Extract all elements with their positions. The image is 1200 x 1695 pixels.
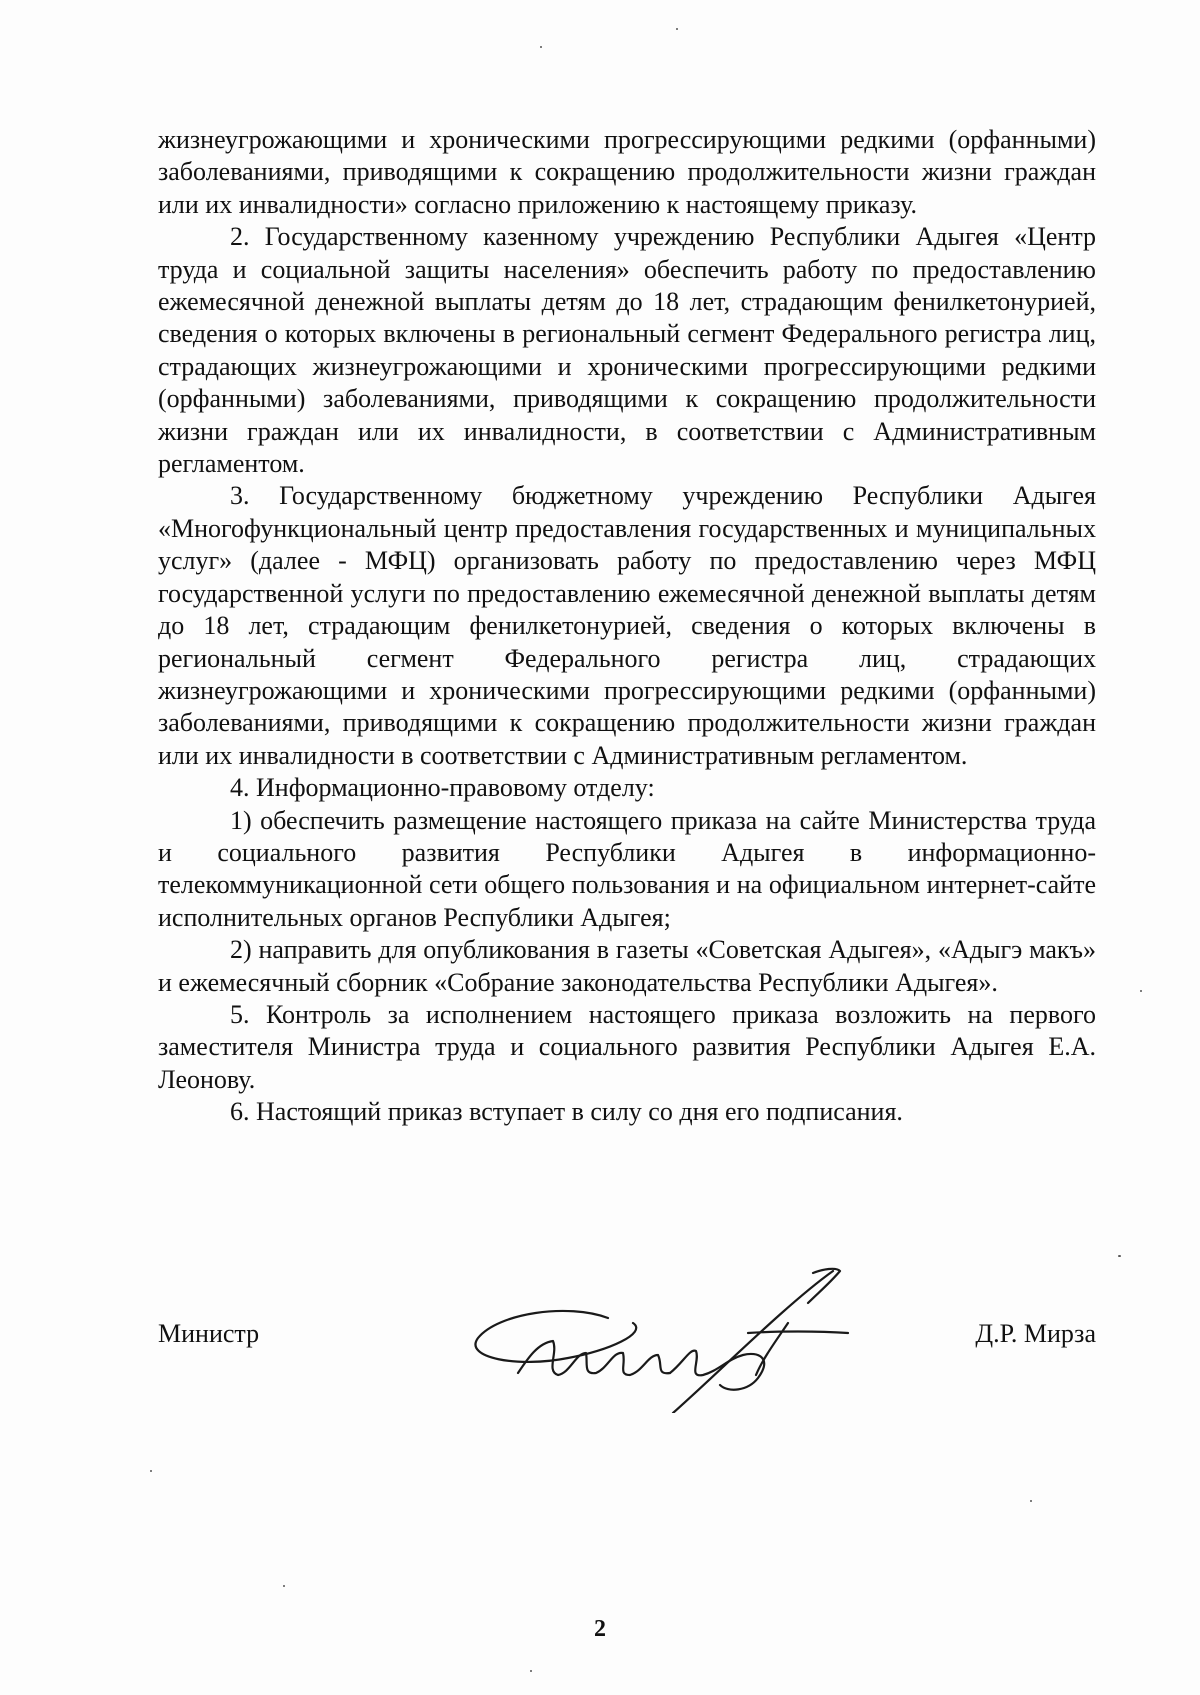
- signature-block: [158, 1303, 1096, 1423]
- paragraph-continuation: жизнеугрожающими и хроническими прогрессирующими редкими (орфанными) заболеваниями, приводящими к сокращению продолжительности жизни граждан или их инвалидности» согласно приложению к настоящему приказу.: [158, 125, 1096, 219]
- page-number: 2: [594, 1616, 606, 1642]
- scan-speck: [283, 1585, 285, 1587]
- paragraph-item-5: 5. Контроль за исполнением настоящего приказа возложить на первого заместителя Министра труда и социального развития Республики Адыгея Е.А. Леонову.: [158, 999, 1096, 1094]
- paragraph-item-4-2: 2) направить для опубликования в газеты «Советская Адыгея», «Адыгэ макъ» и ежемесячный сборник «Собрание законодательства Республики Адыгея».: [158, 935, 1096, 997]
- scan-speck: [530, 1670, 532, 1672]
- paragraph-item-4-1: 1) обеспечить размещение настоящего приказа на сайте Министерства труда и социального развития Республики Адыгея в информационно-телекоммуникационной сети общего пользования и на официальном интернет-сайте исполнительных органов Республики Адыгея;: [158, 805, 1096, 932]
- scan-speck: [150, 1470, 152, 1472]
- signer-name: Д.Р. Мирза: [975, 1319, 1096, 1348]
- paragraph-item-6: 6. Настоящий приказ вступает в силу со дня его подписания.: [230, 1097, 903, 1127]
- scan-speck: [1140, 990, 1142, 992]
- scan-speck: [1030, 1500, 1032, 1502]
- scan-speck: [540, 46, 542, 48]
- paragraph-item-3: 3. Государственному бюджетному учреждению Республики Адыгея «Многофункциональный центр предоставления государственных и муниципальных услуг» (далее - МФЦ) организовать работу по предоставлению через МФЦ государственной услуги по предоставлению ежемесячной денежной выплаты детям до 18 лет, страдающим фенилкетонурией, сведения о которых включены в региональный сегмент Федерального регистра лиц, страдающих жизнеугрожающими и хроническими прогрессирующими редкими (орфанными) заболеваниями, приводящими к сокращению продолжительности жизни граждан или их инвалидности в соответствии с Административным регламентом.: [158, 481, 1096, 770]
- scan-speck: [1118, 1255, 1121, 1257]
- scan-speck: [676, 28, 678, 30]
- document-body: [158, 124, 1096, 1129]
- handwritten-signature: [458, 1263, 858, 1413]
- paragraph-item-4: 4. Информационно-правовому отделу:: [230, 773, 655, 803]
- signer-position: Министр: [158, 1319, 260, 1348]
- paragraph-item-2: 2. Государственному казенному учреждению Республики Адыгея «Центр труда и социальной защиты населения» обеспечить работу по предоставлению ежемесячной денежной выплаты детям до 18 лет, страдающим фенилкетонурией, сведения о которых включены в региональный сегмент Федерального регистра лиц, страдающих жизнеугрожающими и хроническими прогрессирующими редкими (орфанными) заболеваниями, приводящими к сокращению продолжительности жизни граждан или их инвалидности, в соответствии с Административным регламентом.: [158, 222, 1096, 479]
